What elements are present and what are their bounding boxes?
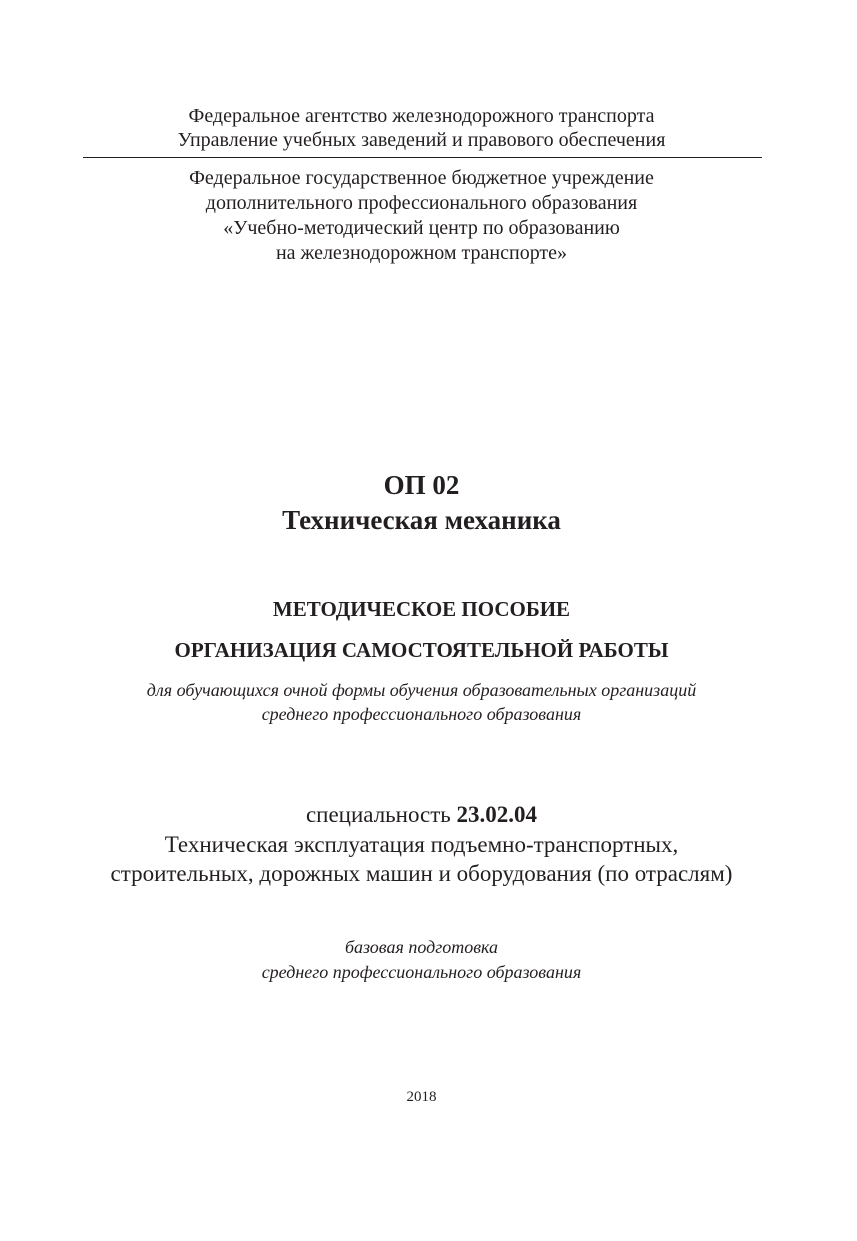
course-code: ОП 02	[383, 470, 460, 500]
specialty-prefix: специальность	[305, 802, 457, 827]
agency-name: Федеральное агентство железнодорожного транспорта	[188, 105, 655, 127]
training-line-1: базовая подготовка	[344, 937, 499, 957]
document-subtitle: ОРГАНИЗАЦИЯ САМОСТОЯТЕЛЬНОЙ РАБОТЫ	[174, 638, 669, 662]
institution-line-4: на железнодорожном транспорте»	[275, 242, 568, 264]
institution-line-1: Федеральное государственное бюджетное учреждение	[189, 167, 654, 189]
institution-line-2: дополнительного профессионального образования	[205, 192, 638, 214]
specialty-code: 23.02.04	[456, 802, 538, 827]
document-type: МЕТОДИЧЕСКОЕ ПОСОБИЕ	[272, 597, 571, 621]
specialty-line	[0, 801, 843, 829]
publication-year: 2018	[406, 1089, 437, 1105]
specialty-name-line-2: строительных, дорожных машин и оборудования (по отраслям)	[110, 861, 733, 886]
audience-line-2: среднего профессионального образования	[261, 704, 582, 724]
institution-line-3: «Учебно-методический центр по образованию	[223, 217, 620, 239]
audience-line-1: для обучающихся очной формы обучения образовательных организаций	[146, 680, 697, 700]
header-divider	[83, 157, 762, 158]
training-line-2: среднего профессионального образования	[261, 962, 582, 982]
department-name: Управление учебных заведений и правового обеспечения	[177, 129, 666, 151]
specialty-name-line-1: Техническая эксплуатация подъемно-транспортных,	[164, 832, 679, 857]
course-title: Техническая механика	[282, 505, 561, 535]
